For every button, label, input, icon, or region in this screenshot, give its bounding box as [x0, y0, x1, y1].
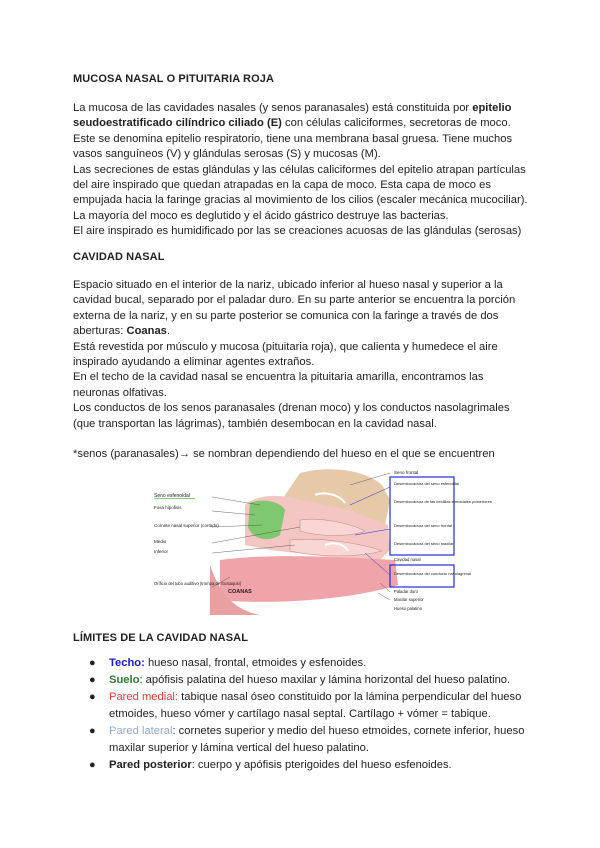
label-desemb-esfenoidal: Desembocadura del seno esfenoidal: [394, 481, 459, 486]
bold-term: Coanas: [126, 325, 167, 338]
label-seno-esfenoidal: Seno esfenoidal: [154, 493, 190, 499]
label-desemb-etmoidales: Desembocadura de las celdillas etmoidales posteriores: [394, 499, 492, 504]
limites-list-wrapper: [73, 655, 533, 774]
section-title-cavidad: CAVIDAD NASAL: [73, 251, 165, 263]
label-desemb-frontal: Desembocadura del seno frontal: [394, 523, 452, 528]
section-cavidad-body: [73, 278, 528, 462]
item-label: Techo:: [109, 657, 145, 669]
label-seno-frontal: Seno frontal: [394, 470, 419, 475]
item-label: Pared medial:: [109, 691, 179, 703]
item-label: Pared posterior: [109, 759, 192, 771]
item-text: : apófisis palatina del hueso maxilar y lámina horizontal del hueso palatino.: [139, 674, 511, 686]
list-item: [73, 723, 533, 757]
item-label: Pared lateral: [109, 725, 173, 737]
item-label: Suelo: [109, 674, 140, 686]
label-desemb-nasolagrimal: Desembocadura del conducto nasolagrimal: [394, 571, 471, 576]
label-maxilar-superior: Maxilar superior: [394, 597, 424, 602]
paragraph: La mayoría del moco es deglutido y el ácido gástrico destruye las bacterias.: [73, 209, 449, 222]
section-title-mucosa: MUCOSA NASAL O PITUITARIA ROJA: [73, 73, 275, 85]
label-fosa-hipofisis: Fosa hipofisis: [154, 505, 182, 510]
bullet-icon: ●: [89, 674, 96, 686]
paragraph: Las secreciones de estas glándulas y las células caliciformes del epitelio atrapan partículas del aire inspirado que quedan atrapadas en la capa de moco. Esta capa de moco es empujada hacia la faringe gracias al movimiento de los cilios (escaler mecánica mucociliar).: [73, 163, 528, 207]
item-text: tabique nasal óseo constituido por la lámina perpendicular del hueso etmoides, hueso vómer y cartílago nasal septal. Cartílago + vómer = tabique.: [109, 691, 522, 720]
text: Espacio situado en el interior de la nariz, ubicado inferior al hueso nasal y superior a la cavidad bucal, separado por el paladar duro. En su parte anterior se encuentra la porción externa de la nariz, y en su parte posterior se comunica con la faringe a través de dos aberturas:: [73, 279, 516, 338]
item-text: : cornetes superior y medio del hueso etmoides, cornete inferior, hueso maxilar superior y lámina vertical del hueso palatino.: [109, 725, 525, 754]
paragraph: Los conductos de los senos paranasales (drenan moco) y los conductos nasolagrimales (que transportan las lágrimas), también desembocan en la cavidad nasal.: [73, 402, 510, 430]
label-hueso-palatino: Hueso palatino: [394, 606, 422, 611]
note: *senos (paranasales)→ se nombran dependiendo del hueso en el que se encuentren: [73, 448, 495, 461]
bullet-icon: ●: [89, 725, 96, 737]
item-text: : cuerpo y apófisis pterigoides del hueso esfenoides.: [191, 759, 452, 771]
label-cornete-superior: Cornete nasal superior (cortado): [154, 523, 219, 528]
bullet-icon: ●: [89, 691, 96, 703]
label-cavidad-nasal: Cavidad nasal: [394, 557, 421, 562]
list-item: [73, 757, 533, 774]
label-paladar-duro: Paladar duro: [394, 589, 418, 594]
paragraph: [73, 278, 528, 340]
label-tubo-auditivo: Orificio del tubo auditivo (trompa de Eustaquio): [154, 581, 242, 586]
paragraph: [73, 101, 528, 163]
paragraph: Está revestida por músculo y mucosa (pituitaria roja), que calienta y humedece el aire inspirado ayudando a eliminar agentes extraños.: [73, 340, 498, 369]
limites-list: [73, 655, 533, 774]
label-coanas: COANAS: [228, 589, 252, 595]
label-inferior: Inferior: [154, 549, 169, 554]
list-item: [73, 689, 533, 723]
item-text: hueso nasal, frontal, etmoides y esfenoides.: [144, 657, 367, 669]
list-item: [73, 672, 533, 689]
text: con células caliciformes, secretoras de moco. Este se denomina epitelio respiratorio, tiene una membrana basal gruesa. Tiene muchos vasos sanguíneos (V) y glándulas serosas (S) y mucosas (M).: [73, 117, 513, 161]
bullet-icon: ●: [89, 657, 96, 669]
label-desemb-maxilar: Desembocadura del seno maxilar: [394, 541, 454, 546]
bullet-icon: ●: [89, 759, 96, 771]
section-title-limites: LÍMITES DE LA CAVIDAD NASAL: [73, 632, 249, 644]
text: La mucosa de las cavidades nasales (y senos paranasales) está constituida por: [73, 102, 473, 114]
paragraph: En el techo de la cavidad nasal se encuentra la pituitaria amarilla, encontramos las neuronas olfativas.: [73, 371, 484, 399]
text: .: [166, 325, 171, 338]
paragraph: El aire inspirado es humidificado por las se creaciones acuosas de las glándulas (serosas): [73, 225, 522, 238]
bold-term: epitelio seudoestratificado cilíndrico ciliado (E): [73, 102, 512, 130]
list-item: [73, 655, 533, 672]
section-mucosa-body: [73, 101, 528, 240]
label-medio: Medio: [154, 539, 167, 544]
sphenoid-sinus-shape: [248, 501, 285, 540]
nasal-cavity-figure: [150, 465, 492, 615]
